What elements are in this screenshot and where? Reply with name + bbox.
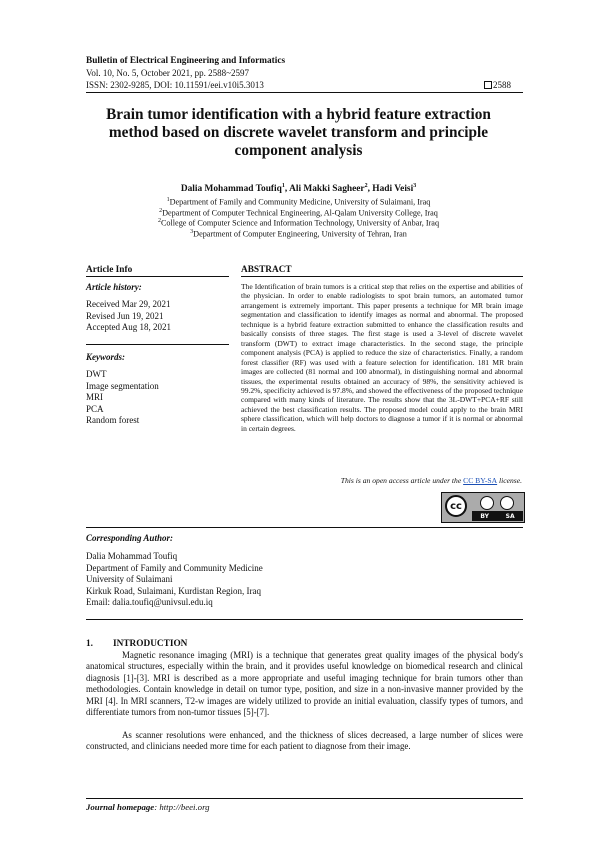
keywords-heading: Keywords: xyxy=(86,352,125,362)
affiliation-text: Department of Family and Community Medicine, University of Sulaimani, Iraq xyxy=(169,197,431,207)
author-name: Ali Makki Sagheer xyxy=(289,184,365,195)
affiliation-sup: 2 xyxy=(157,218,161,224)
authors: Dalia Mohammad Toufiq$^1$, Ali Makki Sagheer$^2$, Hadi Veisi$^3$ xyxy=(180,183,417,195)
keyword-item: Image segmentation xyxy=(86,380,159,391)
license-line xyxy=(341,476,522,485)
homepage-label: Journal homepage xyxy=(86,802,155,812)
history-item: Received Mar 29, 2021 xyxy=(86,299,171,309)
footer-rule xyxy=(86,798,523,799)
article-info-heading: Article Info xyxy=(86,265,133,275)
affiliation xyxy=(86,229,511,239)
abstract-text: The Identification of brain tumors is a critical step that relies on the expertise and abilities of the physician. In order to enable radiologists to spot brain tumors, an automated tumor arrangement is extremely important. This paper presents a technique for MR brain image segmentation and classification to identify images as normal and abnormal. The proposed technique is a hybrid feature extraction submitted to enhance the classification results and basically consists of three stages. The first stage is used a 3-level of discrete wavelet transform (DWT) to extract image characteristics. In the second stage, the principle component analysis (PCA) is applied to reduce the size of characteristics. Finally, a random forest classifier (RF) was used with a feature selection for identification. 181 MR brain images are collected (81 normal and 100 abnormal), in distinguishing normal and abnormal tissues, the experimental results obtained an accuracy of 98%, the sensitivity achieved is 99.2%, specificity achieved is 97.8%, and showed the effectiveness of the proposed technique compared with many kinds of literature. The results show that the 3L-DWT+PCA+RF still achieved the best classification results. The proposed model could apply to the brain MRI sphere classification, which will help doctors to diagnose a tumor if it is normal or abnormal in certain degrees. xyxy=(241,282,523,433)
license-prefix: This is an open access article under the xyxy=(340,476,462,485)
sa-label: SA xyxy=(505,512,515,520)
affiliation-text: Department of Computer Technical Engineering, Al-Qalam University College, Iraq xyxy=(162,208,438,218)
corresponding-rule xyxy=(86,619,523,620)
page-number xyxy=(484,80,511,90)
keywords-list xyxy=(86,369,159,427)
affiliation-sup: 2 xyxy=(159,207,163,214)
intro-title: INTRODUCTION xyxy=(113,639,188,649)
intro-paragraph-2: As scanner resolutions were enhanced, and the thickness of slices decreased, a large number of slices were constructed, and clinicians needed more time for each patient to diagnose from their image. xyxy=(86,730,523,752)
page-box-icon xyxy=(484,81,492,89)
abstract-rule xyxy=(241,276,523,277)
corresponding-line: Dalia Mohammad Toufiq xyxy=(86,551,178,561)
license-suffix: license. xyxy=(499,476,522,485)
affiliation xyxy=(86,208,511,218)
issn-doi: ISSN: 2302-9285, DOI: 10.11591/eei.v10i5.3013 xyxy=(86,80,264,90)
intro-paragraph-1: Magnetic resonance imaging (MRI) is a technique that generates great quality images of the physical body's anatomical structures, especially within the brain, and it provides useful knowledge on biomedical research and clinical diagnosis [1]-[3]. MRI is described as a more appropriate and useful imaging technique for brain tumors other than methodologies. Contain knowledge in detail on tumor type, position, and size in a non-invasive manner provided by the MRI [4]. In MRI scanners, T2-w images are widely utilized to provide an initial evaluation, classify types of tumors, and differentiate tumors from non-tumor tissues [5]-[7]. xyxy=(86,650,523,718)
abstract-heading: ABSTRACT xyxy=(241,265,292,275)
volume-info: Vol. 10, No. 5, October 2021, pp. 2588~2597 xyxy=(86,68,249,78)
affiliation-text: Department of Computer Engineering, University of Tehran, Iran xyxy=(193,229,407,239)
journal-name: Bulletin of Electrical Engineering and Informatics xyxy=(86,56,286,66)
article-info-rule xyxy=(86,276,229,277)
corresponding-line: Email: dalia.toufiq@univsul.edu.iq xyxy=(86,597,213,607)
page-number-text: 2588 xyxy=(493,80,511,90)
author-name: Dalia Mohammad Toufiq xyxy=(180,184,282,195)
share-alike-icon xyxy=(500,496,514,510)
person-icon xyxy=(480,496,494,510)
cc-by-sa-logo[interactable] xyxy=(441,492,525,523)
affiliation-sup: 1 xyxy=(166,197,170,203)
cc-icon: cc xyxy=(445,495,467,517)
license-link[interactable]: CC BY-SA xyxy=(463,476,498,485)
corresponding-line: Kirkuk Road, Sulaimani, Kurdistan Region, Iraq xyxy=(86,585,261,596)
keyword-item: PCA xyxy=(86,403,104,414)
affiliation xyxy=(86,218,511,228)
author-sup: 1 xyxy=(281,183,285,189)
section-rule xyxy=(86,527,523,528)
intro-heading xyxy=(86,639,187,649)
homepage-url[interactable]: : http://beei.org xyxy=(154,802,210,812)
cc-label-bar xyxy=(472,511,523,521)
by-label: BY xyxy=(480,512,489,520)
paper-title: Brain tumor identification with a hybrid feature extraction method based on discrete wavelet transform and principle component analysis xyxy=(106,106,491,159)
history-list xyxy=(86,299,171,334)
history-item: Accepted Aug 18, 2021 xyxy=(86,322,171,332)
corresponding-line: University of Sulaimani xyxy=(86,574,173,584)
author-name: Hadi Veisi xyxy=(372,184,414,195)
author-sup: 3 xyxy=(413,183,417,189)
author-sup: 2 xyxy=(364,183,368,189)
intro-number: 1. xyxy=(86,639,93,649)
affiliation-text: College of Computer Science and Information Technology, University of Anbar, Iraq xyxy=(160,218,440,228)
affiliation xyxy=(86,197,511,207)
keyword-item: DWT xyxy=(86,369,107,379)
affiliation-sup: 3 xyxy=(190,228,194,235)
keyword-item: Random forest xyxy=(86,415,140,425)
keyword-item: MRI xyxy=(86,392,104,402)
history-item: Revised Jun 19, 2021 xyxy=(86,310,164,321)
header-rule xyxy=(86,92,523,93)
corresponding-line: Department of Family and Community Medicine xyxy=(86,562,263,573)
corresponding-heading: Corresponding Author: xyxy=(86,533,173,543)
journal-homepage xyxy=(86,802,210,812)
corresponding-details xyxy=(86,551,263,609)
keywords-rule xyxy=(86,344,229,345)
history-heading: Article history: xyxy=(86,282,142,292)
